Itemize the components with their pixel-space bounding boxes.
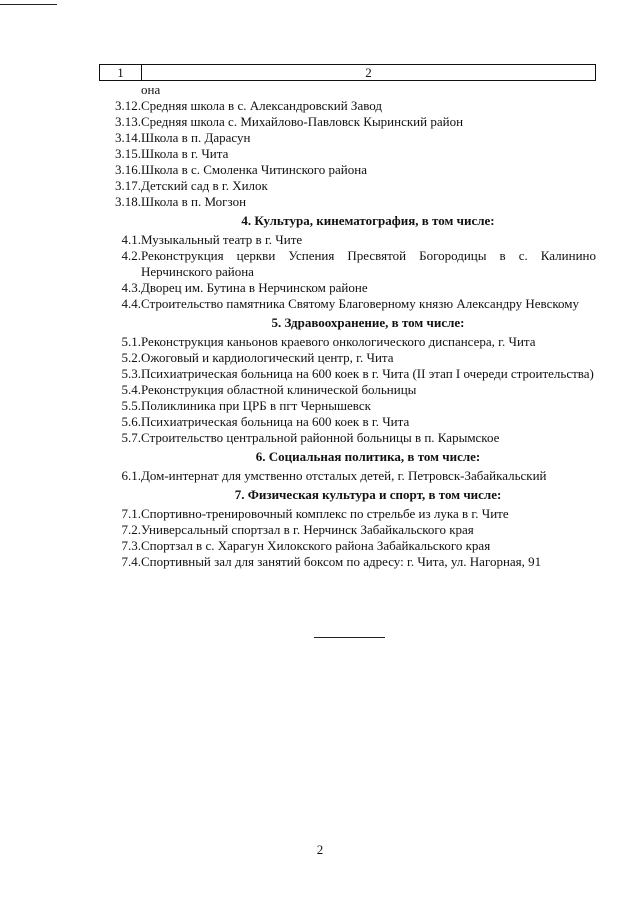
item-text: Строительство памятника Святому Благоверному князю Александру Невскому [141, 296, 579, 311]
item-text: Реконструкция областной клинической больницы [141, 382, 417, 397]
list-item [100, 350, 596, 366]
item-text: Спортзал в с. Харагун Хилокского района Забайкальского края [141, 538, 491, 553]
item-text: Музыкальный театр в г. Чите [141, 232, 303, 247]
item-number: 6.1. [121, 468, 141, 483]
item-text: Реконструкция каньонов краевого онкологического диспансера, г. Чита [141, 334, 536, 349]
section-6-list [100, 468, 596, 484]
list-item [100, 382, 596, 398]
continuation-text: она [141, 82, 161, 97]
document-body [100, 82, 596, 570]
section-heading-6: 6. Социальная политика, в том числе: [255, 449, 481, 464]
item-number: 7.4. [121, 554, 141, 569]
item-text: Средняя школа в с. Александровский Завод [141, 98, 383, 113]
list-item [100, 398, 596, 414]
section-3-list [100, 98, 596, 210]
item-text: Детский сад в г. Хилок [141, 178, 268, 193]
section-heading-5: 5. Здравоохранение, в том числе: [271, 315, 465, 330]
list-item [100, 414, 596, 430]
list-item [100, 334, 596, 350]
item-text: Спортивный зал для занятий боксом по адресу: г. Чита, ул. Нагорная, 91 [141, 554, 542, 569]
item-number: 3.17. [115, 178, 141, 193]
item-number: 5.5. [121, 398, 141, 413]
section-4-list [100, 232, 596, 312]
item-text: Спортивно-тренировочный комплекс по стрельбе из лука в г. Чите [141, 506, 509, 521]
page-number: 2 [316, 842, 324, 857]
item-text: Универсальный спортзал в г. Нерчинск Забайкальского края [141, 522, 474, 537]
item-number: 3.18. [115, 194, 141, 209]
item-number: 5.4. [121, 382, 141, 397]
item-text: Школа в п. Дарасун [141, 130, 251, 145]
item-number: 4.4. [121, 296, 141, 311]
list-item [100, 468, 596, 484]
item-number: 7.1. [121, 506, 141, 521]
list-item [100, 146, 596, 162]
end-rule [314, 637, 385, 638]
item-number: 3.14. [115, 130, 141, 145]
item-number: 4.3. [121, 280, 141, 295]
list-item [100, 248, 596, 280]
list-item [100, 430, 596, 446]
item-text: Поликлиника при ЦРБ в пгт Чернышевск [141, 398, 371, 413]
list-item [100, 162, 596, 178]
item-text: Ожоговый и кардиологический центр, г. Чита [141, 350, 394, 365]
top-rule [0, 4, 57, 5]
list-item [100, 280, 596, 296]
item-number: 5.3. [121, 366, 141, 381]
column-header-row [99, 64, 596, 81]
list-item [100, 538, 596, 554]
list-item [100, 178, 596, 194]
list-item [100, 194, 596, 210]
item-text: Психиатрическая больница на 600 коек в г. Чита (II этап I очереди строительства) [141, 366, 594, 381]
list-item [100, 366, 596, 382]
column-header-2: 2 [365, 65, 372, 80]
item-text: Строительство центральной районной больницы в п. Карымское [141, 430, 500, 445]
list-item [100, 522, 596, 538]
section-7-list [100, 506, 596, 570]
item-number: 5.6. [121, 414, 141, 429]
item-text: Школа в г. Чита [141, 146, 229, 161]
column-header-1: 1 [100, 65, 142, 80]
section-heading-7: 7. Физическая культура и спорт, в том числе: [234, 487, 502, 502]
list-item [100, 554, 596, 570]
item-number: 7.3. [121, 538, 141, 553]
item-text: Школа в с. Смоленка Читинского района [141, 162, 367, 177]
item-number: 7.2. [121, 522, 141, 537]
item-number: 4.2. [121, 248, 141, 263]
item-text: Реконструкция церкви Успения Пресвятой Богородицы в с. Калинино Нерчинского района [141, 248, 596, 279]
item-number: 3.16. [115, 162, 141, 177]
item-number: 5.1. [121, 334, 141, 349]
item-number: 4.1. [121, 232, 141, 247]
list-item [100, 130, 596, 146]
section-heading-4: 4. Культура, кинематография, в том числе: [241, 213, 495, 228]
item-text: Средняя школа с. Михайлово-Павловск Кыринский район [141, 114, 464, 129]
item-text: Дом-интернат для умственно отсталых детей, г. Петровск-Забайкальский [141, 468, 547, 483]
item-text: Дворец им. Бутина в Нерчинском районе [141, 280, 368, 295]
item-number: 3.13. [115, 114, 141, 129]
section-5-list [100, 334, 596, 446]
item-number: 5.2. [121, 350, 141, 365]
item-text: Психиатрическая больница на 600 коек в г. Чита [141, 414, 410, 429]
item-text: Школа в п. Могзон [141, 194, 247, 209]
item-number: 3.12. [115, 98, 141, 113]
list-item [100, 114, 596, 130]
list-item [100, 232, 596, 248]
list-item [100, 296, 596, 312]
item-number: 3.15. [115, 146, 141, 161]
item-number: 5.7. [121, 430, 141, 445]
list-item [100, 98, 596, 114]
list-item [100, 506, 596, 522]
